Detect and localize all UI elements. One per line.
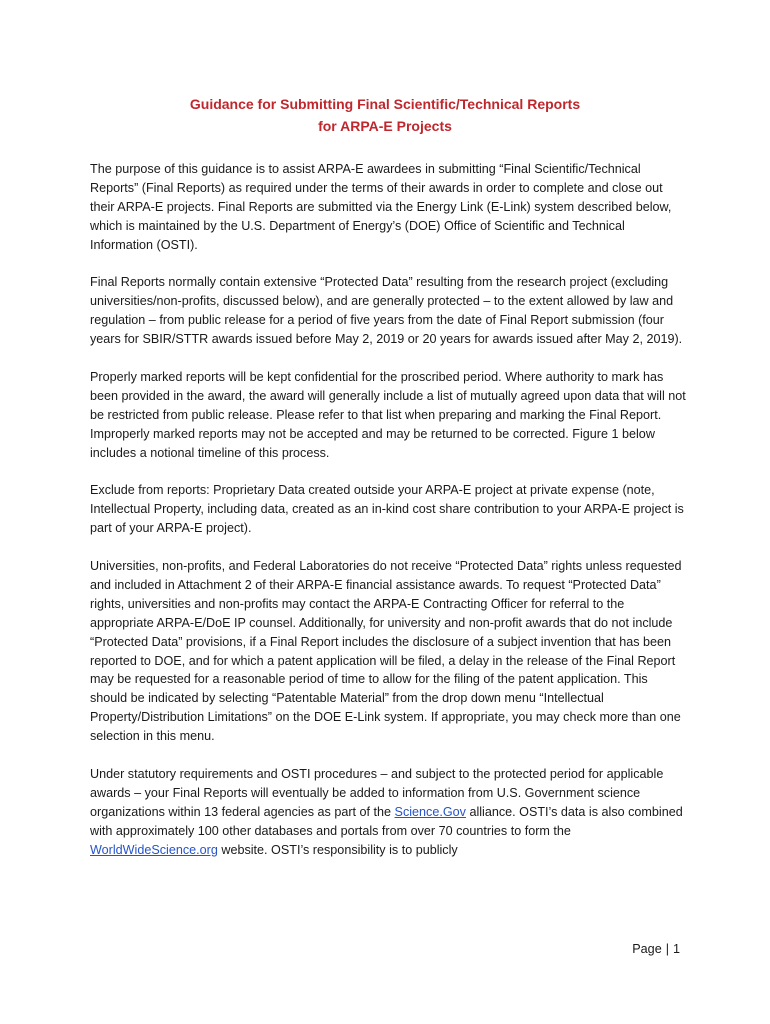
science-gov-link[interactable]: Science.Gov — [394, 804, 466, 819]
paragraph-exclusions: Exclude from reports: Proprietary Data created outside your ARPA-E project at private expense (note, Intellectual Property, including data, created as an in-kind cost share contribution to your ARPA-E project is part of your ARPA-E project). — [90, 483, 684, 536]
paragraph-protected-data: Final Reports normally contain extensive “Protected Data” resulting from the research project (excluding universities/non-profits, discussed below), and are generally protected – to the extent allowed by law and regulation – from public release for a period of five years from the date of Final Report submission (four years for SBIR/STTR awards issued before May 2, 2019 or 20 years for awards issued after May 2, 2019). — [90, 275, 683, 347]
statutory-text-1: Under statutory requirements and OSTI procedures – and subject to the protected period for applicable awards – your Final Reports will eventually be added to information from U.S. Government science organizations within 13 federal agencies as part of the — [90, 766, 664, 819]
statutory-text-2: alliance. OSTI’s data is also combined with approximately 100 other databases and portals from over 70 countries to form the — [90, 804, 683, 838]
worldwidescience-link[interactable]: WorldWideScience.org — [90, 842, 218, 857]
title-line-1: Guidance for Submitting Final Scientific/Technical Reports — [189, 96, 581, 112]
page-number: 1 — [672, 942, 680, 956]
paragraph-marking: Properly marked reports will be kept confidential for the proscribed period. Where authority to mark has been provided in the award, the award will generally include a list of mutually agreed upon data that will not be restricted from public release. Please refer to that list when preparing and marking the Final Report. Improperly marked reports may not be accepted and may be returned to be corrected. Figure 1 below includes a notional timeline of this process. — [90, 369, 686, 460]
document-title — [90, 93, 680, 137]
paragraph-statutory — [90, 765, 688, 860]
statutory-text-3: website. OSTI’s responsibility is to publicly — [217, 842, 458, 857]
paragraph-universities: Universities, non-profits, and Federal Laboratories do not receive “Protected Data” rights unless requested and included in Attachment 2 of their ARPA-E financial assistance awards. To request “Protected Data” rights, universities and non-profits may contact the ARPA-E Contracting Officer for referral to the appropriate ARPA-E/DoE IP counsel. Additionally, for university and non-profit awards that do not include “Protected Data” provisions, if a Final Report includes the disclosure of a subject invention that has been reported to DOE, and for which a patent application will be filed, a delay in the release of the Final Report may be requested for a reasonable period of time to allow for the filing of the patent application. This should be indicated by selecting “Patentable Material” from the drop down menu “Intellectual Property/Distribution Limitations” on the DOE E-Link system. If appropriate, you may check more than one selection in this menu. — [90, 558, 682, 744]
document-body — [90, 160, 688, 878]
title-line-2: for ARPA-E Projects — [318, 118, 452, 134]
paragraph-purpose: The purpose of this guidance is to assist ARPA-E awardees in submitting “Final Scientific/Technical Reports” (Final Reports) as required under the terms of their awards in order to complete and close out their ARPA-E projects. Final Reports are submitted via the Energy Link (E-Link) system described below, which is maintained by the U.S. Department of Energy’s (DOE) Office of Scientific and Technical Information (OSTI). — [90, 162, 672, 252]
page-separator: | — [665, 942, 669, 956]
page-footer — [632, 940, 680, 958]
page-label: Page — [632, 942, 662, 956]
